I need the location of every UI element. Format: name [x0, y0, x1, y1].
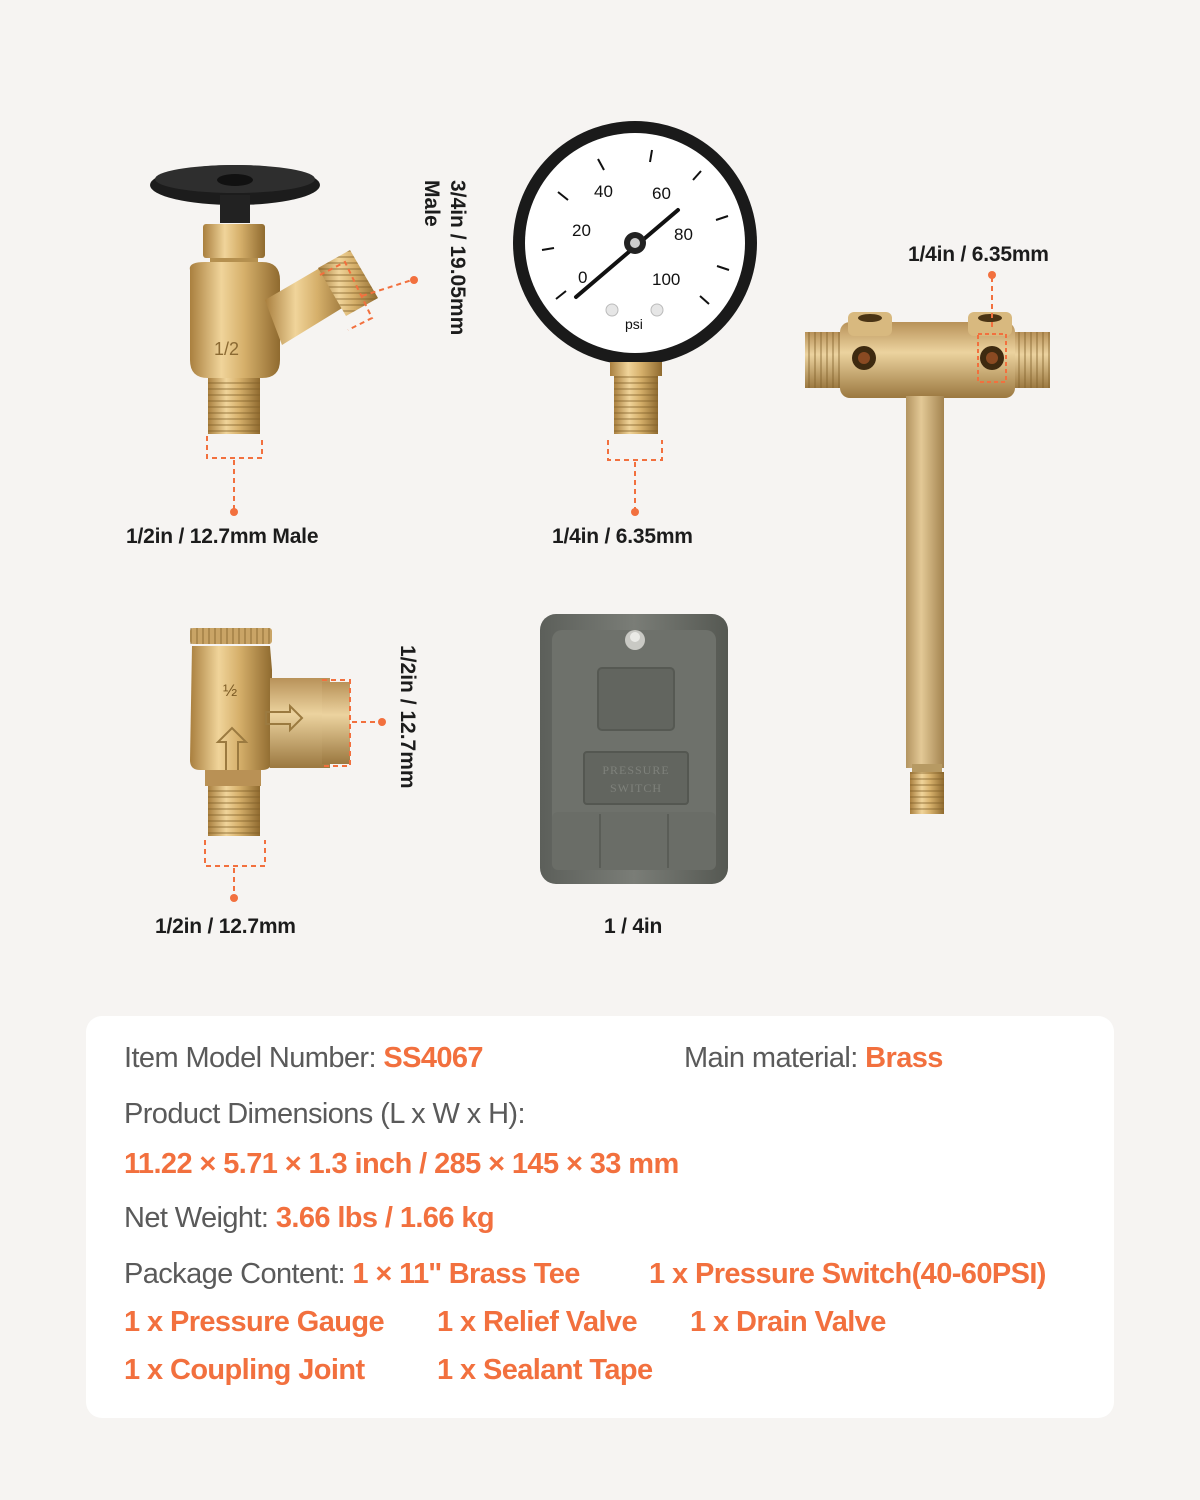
gauge-tick-20: 20 — [572, 221, 591, 240]
relief-valve-marking: ½ — [223, 681, 238, 700]
material-row — [684, 1042, 943, 1075]
weight-label: Net Weight: — [124, 1202, 276, 1234]
drain-valve-side-dimension-line2: Male — [420, 180, 443, 227]
gauge-tick-60: 60 — [652, 184, 671, 203]
material-label: Main material: — [684, 1042, 866, 1074]
drain-valve-image — [150, 165, 418, 516]
relief-valve-side-dimension — [394, 645, 420, 789]
gauge-unit: psi — [625, 316, 643, 332]
weight-row — [124, 1202, 494, 1235]
gauge-tick-80: 80 — [674, 225, 693, 244]
drain-valve-side-dimension — [418, 180, 470, 335]
model-value: SS4067 — [383, 1042, 483, 1074]
gauge-tick-100: 100 — [652, 270, 681, 289]
package-item: 1 x Sealant Tape — [437, 1354, 653, 1386]
dimensions-value: 11.22 × 5.71 × 1.3 inch / 285 × 145 × 33 mm — [124, 1148, 679, 1180]
dimensions-label: Product Dimensions (L x W x H): — [124, 1098, 525, 1130]
switch-label-line2: SWITCH — [610, 781, 662, 795]
model-row — [124, 1042, 483, 1075]
pressure-switch-image — [540, 614, 728, 884]
drain-valve-bottom-dimension: 1/2in / 12.7mm Male — [126, 525, 319, 548]
package-row — [124, 1258, 580, 1291]
package-item: 1 × 11'' Brass Tee — [352, 1258, 580, 1290]
package-item: 1 x Relief Valve — [437, 1306, 637, 1338]
model-label: Item Model Number: — [124, 1042, 384, 1074]
switch-label-line1: PRESSURE — [602, 763, 670, 777]
package-item: 1 x Drain Valve — [690, 1306, 886, 1338]
pressure-switch-bottom-dimension: 1 / 4in — [604, 915, 663, 938]
package-label: Package Content: — [124, 1258, 353, 1290]
drain-valve-side-dimension-line1: 3/4in / 19.05mm — [446, 180, 469, 336]
weight-value: 3.66 lbs / 1.66 kg — [275, 1202, 494, 1234]
package-item: 1 x Coupling Joint — [124, 1354, 365, 1386]
package-item: 1 x Pressure Gauge — [124, 1306, 385, 1338]
tee-top-dimension: 1/4in / 6.35mm — [908, 243, 1049, 266]
pressure-gauge-image — [513, 121, 757, 516]
relief-valve-image — [190, 628, 386, 902]
drain-valve-marking: 1/2 — [214, 339, 240, 359]
spec-card — [86, 1016, 1114, 1418]
brass-tee-image — [805, 271, 1050, 814]
gauge-tick-0: 0 — [578, 268, 588, 287]
package-item: 1 x Pressure Switch(40-60PSI) — [649, 1258, 1046, 1290]
relief-valve-bottom-dimension: 1/2in / 12.7mm — [155, 915, 296, 938]
relief-valve-side-dimension-line: 1/2in / 12.7mm — [396, 645, 419, 789]
gauge-tick-40: 40 — [594, 182, 613, 201]
gauge-bottom-dimension: 1/4in / 6.35mm — [552, 525, 693, 548]
material-value: Brass — [865, 1042, 943, 1074]
